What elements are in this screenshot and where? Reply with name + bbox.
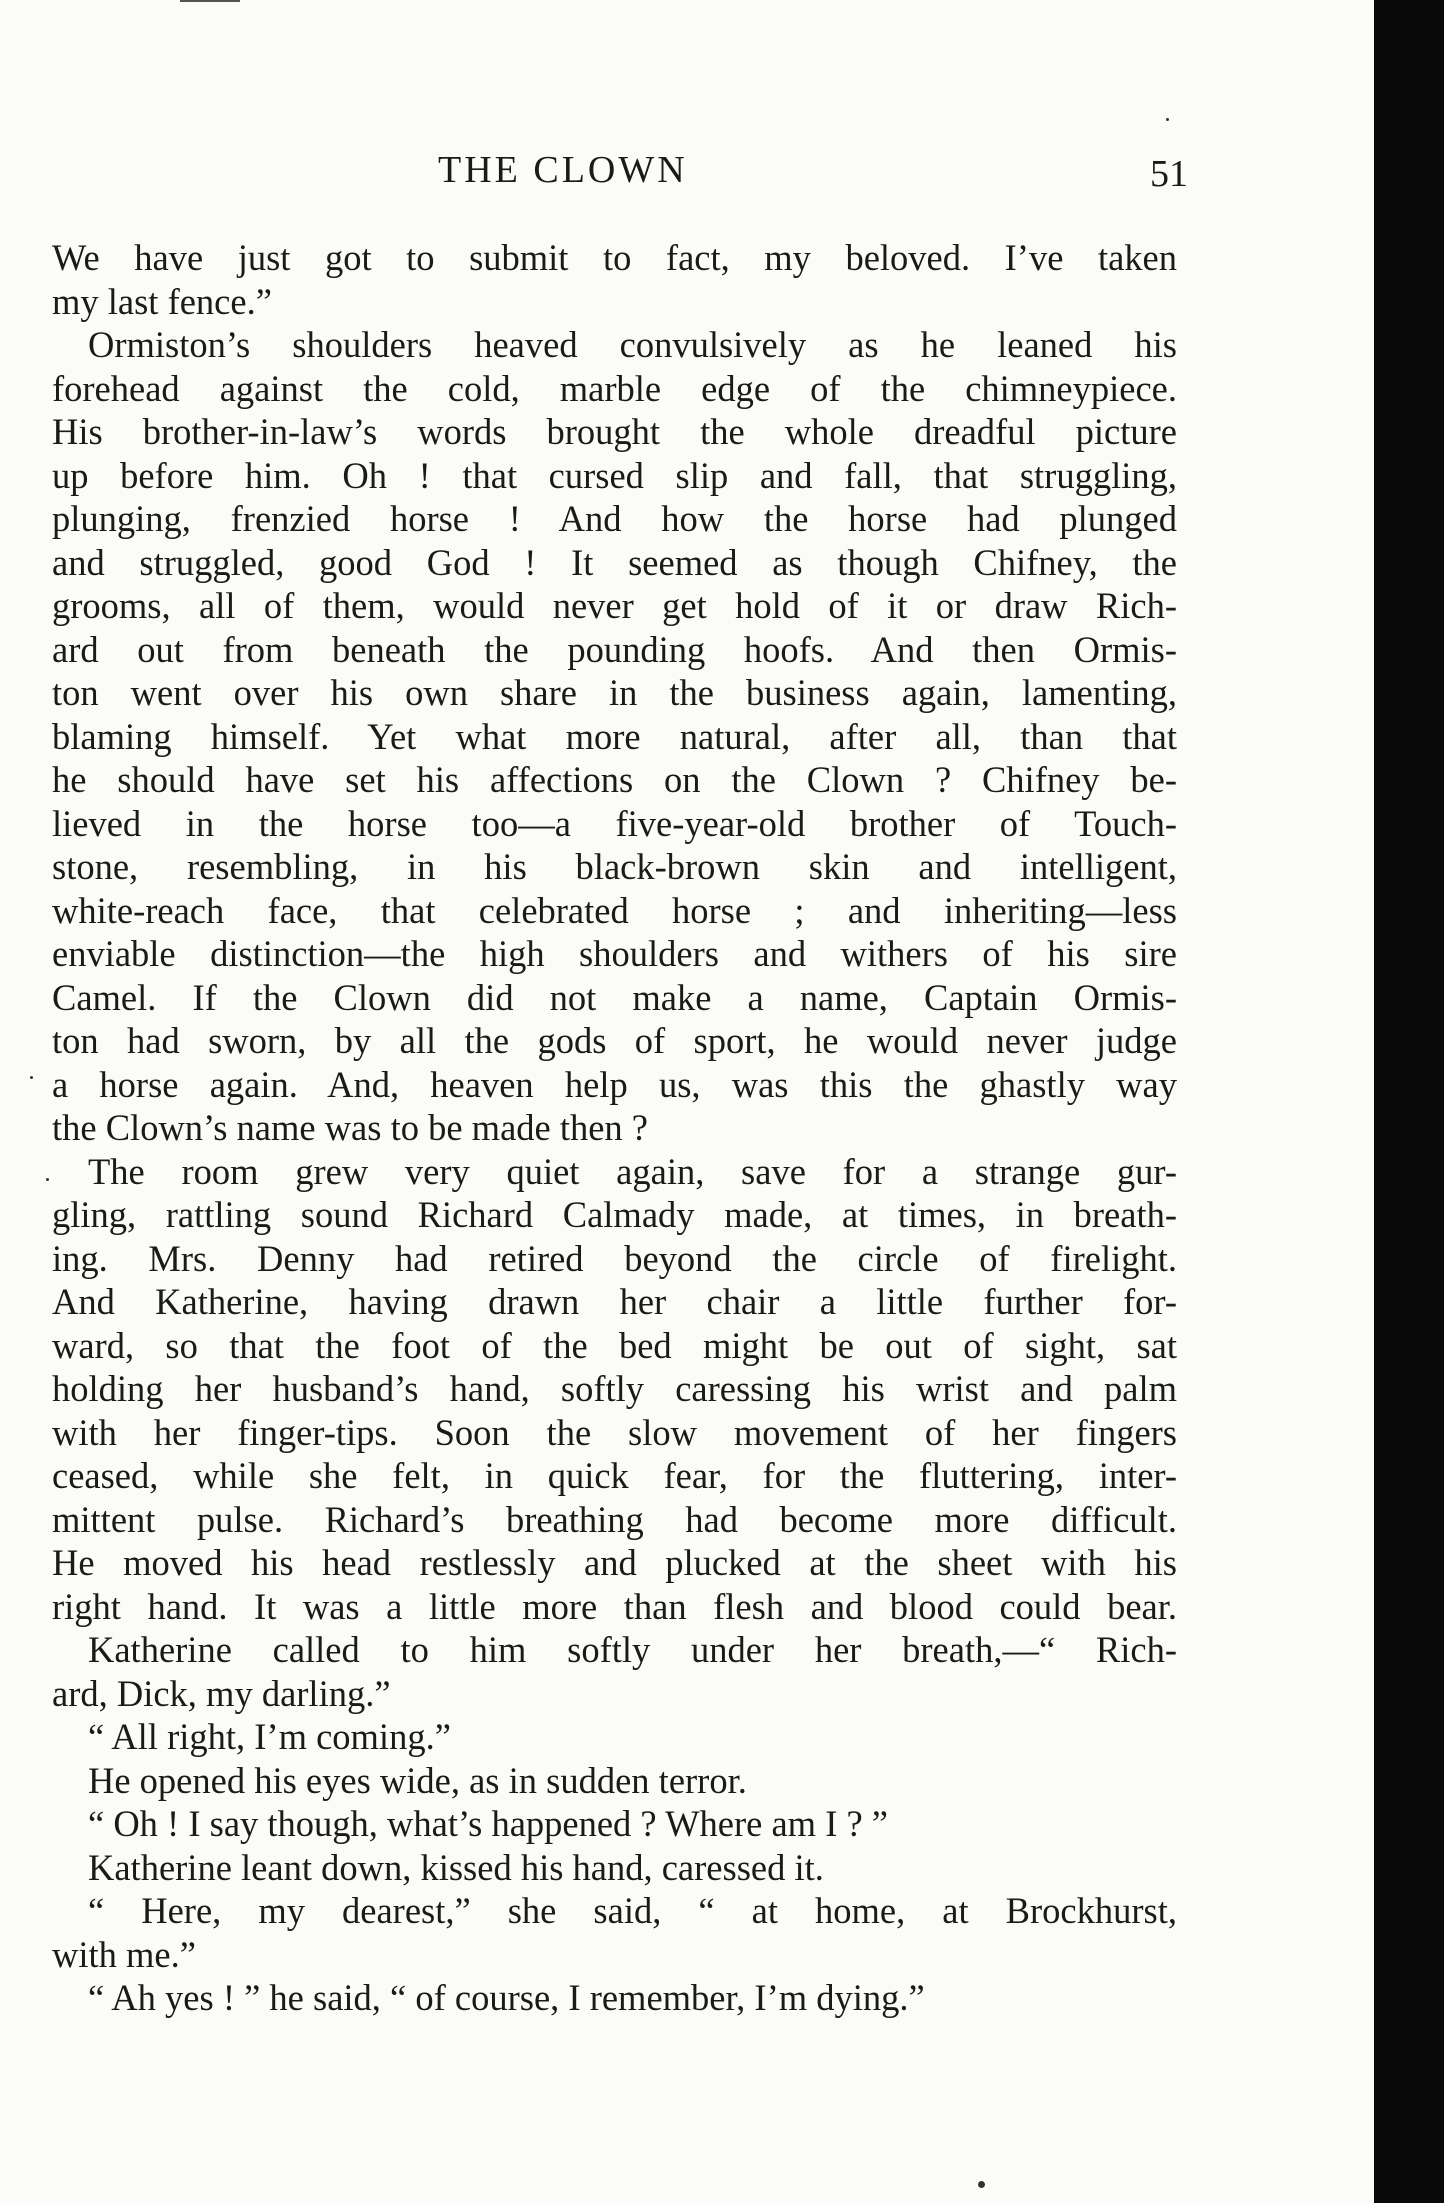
text-line: and struggled, good God ! It seemed as though Chifney, the — [52, 541, 1177, 583]
text-line: lieved in the horse too—a five-year-old brother of Touch- — [52, 802, 1177, 844]
text-line: ceased, while she felt, in quick fear, for the fluttering, inter- — [52, 1455, 1177, 1496]
text-line: plunging, frenzied horse ! And how the horse had plunged — [52, 498, 1177, 539]
text-line: holding her husband’s hand, softly caressing his wrist and palm — [52, 1368, 1177, 1409]
text-line: right hand. It was a little more than flesh and blood could bear. — [52, 1585, 1177, 1627]
text-line: he should have set his affections on the Clown ? Chifney be- — [52, 759, 1177, 800]
scan-edge — [1374, 0, 1444, 2203]
text-line: He moved his head restlessly and plucked at the sheet with his — [52, 1542, 1177, 1583]
text-line: The room grew very quiet again, save for a strange gur- — [88, 1150, 1177, 1192]
ink-speck — [46, 1178, 49, 1181]
text-line: “ All right, I’m coming.” — [88, 1716, 451, 1757]
text-line: my last fence.” — [52, 280, 272, 322]
text-line: “ Here, my dearest,” she said, “ at home, at Brockhurst, — [88, 1890, 1177, 1931]
text-line: white-reach face, that celebrated horse ; and inheriting—less — [52, 889, 1177, 931]
text-line: Katherine called to him softly under her breath,—“ Rich- — [88, 1629, 1177, 1670]
text-line: ward, so that the foot of the bed might be out of sight, sat — [52, 1324, 1177, 1366]
running-head: THE CLOWN — [438, 149, 688, 191]
text-line: And Katherine, having drawn her chair a little further for- — [52, 1281, 1177, 1322]
text-line: forehead against the cold, marble edge of the chimneypiece. — [52, 367, 1177, 409]
text-line: “ Oh ! I say though, what’s happened ? Where am I ? ” — [88, 1803, 889, 1844]
ink-speck — [180, 0, 240, 2]
page-header — [60, 148, 1188, 198]
text-line: “ Ah yes ! ” he said, “ of course, I remember, I’m dying.” — [88, 1977, 925, 2018]
text-line: ton had sworn, by all the gods of sport, he would never judge — [52, 1020, 1177, 1061]
text-line: Ormiston’s shoulders heaved convulsively as he leaned his — [88, 324, 1177, 365]
text-line: Camel. If the Clown did not make a name, Captain Ormis- — [52, 976, 1177, 1018]
text-line: His brother-in-law’s words brought the whole dreadful picture — [52, 411, 1177, 452]
text-line: stone, resembling, in his black-brown skin and intelligent, — [52, 846, 1177, 887]
text-line: enviable distinction—the high shoulders and withers of his sire — [52, 933, 1177, 974]
text-line: a horse again. And, heaven help us, was this the ghastly way — [52, 1063, 1177, 1105]
text-line: ard out from beneath the pounding hoofs. And then Ormis- — [52, 628, 1177, 670]
text-line: He opened his eyes wide, as in sudden terror. — [88, 1759, 747, 1801]
text-line: the Clown’s name was to be made then ? — [52, 1107, 649, 1148]
text-line: ton went over his own share in the business again, lamenting, — [52, 672, 1177, 713]
page-number: 51 — [1150, 153, 1188, 195]
ink-speck — [978, 2181, 985, 2188]
ink-speck — [1166, 118, 1169, 121]
text-line: gling, rattling sound Richard Calmady made, at times, in breath- — [52, 1194, 1177, 1235]
text-line: ard, Dick, my darling.” — [52, 1672, 391, 1714]
text-line: Katherine leant down, kissed his hand, caressed it. — [88, 1846, 824, 1888]
ink-speck — [30, 1076, 33, 1079]
text-line: ing. Mrs. Denny had retired beyond the circle of firelight. — [52, 1237, 1177, 1279]
body-text — [52, 236, 1177, 2020]
text-line: up before him. Oh ! that cursed slip and fall, that struggling, — [52, 454, 1177, 496]
text-line: with me.” — [52, 1933, 196, 1975]
text-line: mittent pulse. Richard’s breathing had become more difficult. — [52, 1498, 1177, 1540]
text-line: We have just got to submit to fact, my beloved. I’ve taken — [52, 237, 1177, 278]
text-line: blaming himself. Yet what more natural, after all, than that — [52, 715, 1177, 757]
text-line: with her finger-tips. Soon the slow movement of her fingers — [52, 1411, 1177, 1453]
text-line: grooms, all of them, would never get hold of it or draw Rich- — [52, 585, 1177, 626]
